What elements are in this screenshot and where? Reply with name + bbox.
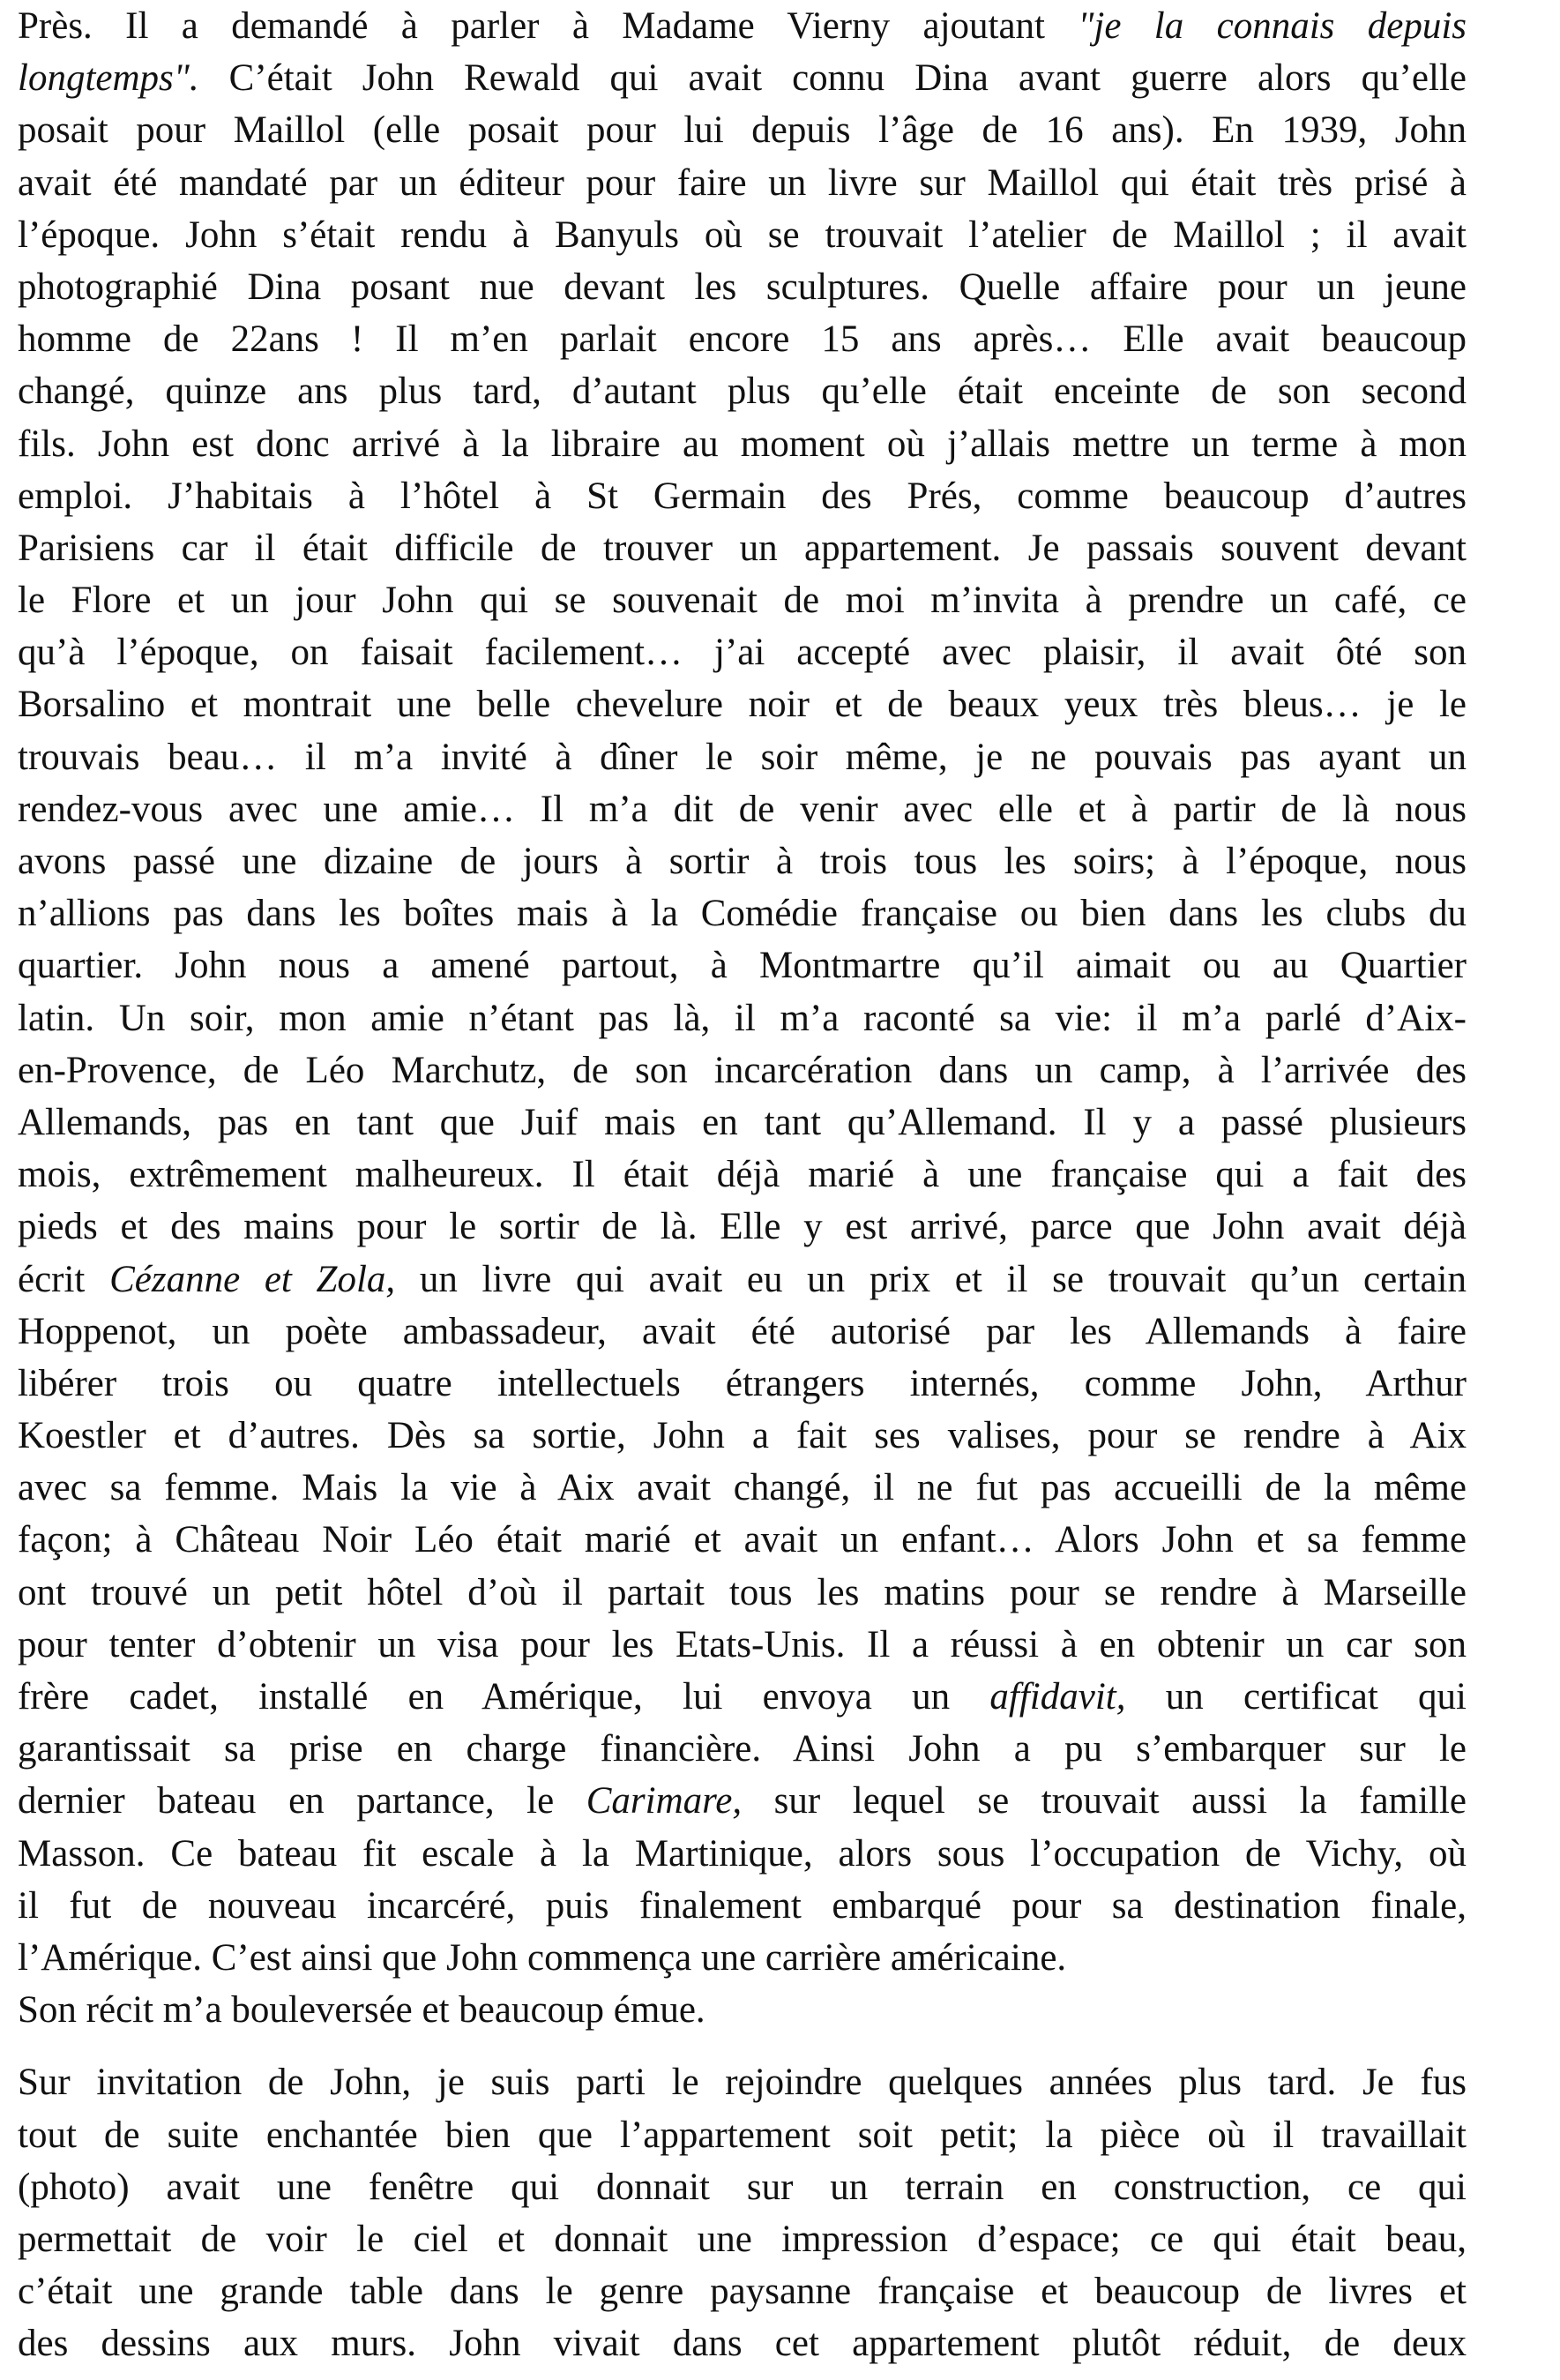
text-segment: fils. John est donc arrivé à la libraire au moment où j’allais mettre un terme à mon — [18, 423, 1467, 465]
text-line — [18, 365, 1467, 417]
document-page — [18, 0, 1467, 2369]
text-line — [18, 1254, 1467, 1306]
text-segment: un certificat qui — [1125, 1676, 1467, 1718]
text-segment: n’allions pas dans les boîtes mais à la Comédie française ou bien dans les clubs du — [18, 893, 1467, 935]
text-segment: tout de suite enchantée bien que l’appartement soit petit; la pièce où il travaillait — [18, 2114, 1467, 2156]
text-line — [18, 835, 1467, 887]
text-segment: rendez-vous avec une amie… Il m’a dit de venir avec elle et à partir de là nous — [18, 788, 1467, 830]
text-segment: qu’à l’époque, on faisait facilement… j’ai accepté avec plaisir, il avait ôté son — [18, 632, 1467, 674]
text-line — [18, 2161, 1467, 2213]
text-segment: l’époque. John s’était rendu à Banyuls où se trouvait l’atelier de Maillol ; il avait — [18, 213, 1467, 256]
text-line — [18, 209, 1467, 261]
paragraph-gap — [18, 2036, 1467, 2056]
text-segment: Parisiens car il était difficile de trouver un appartement. Je passais souvent devant — [18, 527, 1467, 569]
text-line — [18, 626, 1467, 678]
text-segment: changé, quinze ans plus tard, d’autant plus qu’elle était enceinte de son second — [18, 370, 1467, 413]
text-line — [18, 1671, 1467, 1723]
italic-text: affidavit, — [989, 1676, 1126, 1718]
text-segment: ont trouvé un petit hôtel d’où il partait tous les matins pour se rendre à Marseille — [18, 1571, 1467, 1613]
text-line — [18, 783, 1467, 835]
text-line — [18, 1410, 1467, 1462]
text-line — [18, 1149, 1467, 1201]
text-line — [18, 2317, 1467, 2369]
text-line — [18, 939, 1467, 992]
text-segment: Allemands, pas en tant que Juif mais en tant qu’Allemand. Il y a passé plusieurs — [18, 1101, 1467, 1143]
text-line — [18, 1306, 1467, 1358]
text-segment: en-Provence, de Léo Marchutz, de son incarcération dans un camp, à l’arrivée des — [18, 1049, 1467, 1091]
text-line — [18, 313, 1467, 365]
text-line — [18, 157, 1467, 209]
text-line — [18, 2265, 1467, 2317]
text-line — [18, 1723, 1467, 1775]
text-segment: emploi. J’habitais à l’hôtel à St Germain des Prés, comme beaucoup d’autres — [18, 475, 1467, 517]
text-segment: écrit — [18, 1258, 110, 1300]
text-segment: Masson. Ce bateau fit escale à la Martinique, alors sous l’occupation de Vichy, où — [18, 1832, 1467, 1875]
text-segment: avec sa femme. Mais la vie à Aix avait changé, il ne fut pas accueilli de la même — [18, 1467, 1467, 1509]
text-segment: Sur invitation de John, je suis parti le rejoindre quelques années plus tard. Je fus — [18, 2062, 1467, 2104]
text-line — [18, 2213, 1467, 2265]
text-line — [18, 1358, 1467, 1410]
text-segment: libérer trois ou quatre intellectuels étrangers internés, comme John, Arthur — [18, 1362, 1467, 1404]
text-line — [18, 2056, 1467, 2108]
text-segment: avait été mandaté par un éditeur pour faire un livre sur Maillol qui était très prisé à — [18, 161, 1467, 204]
text-segment: quartier. John nous a amené partout, à Montmartre qu’il aimait ou au Quartier — [18, 945, 1467, 987]
text-line — [18, 1514, 1467, 1566]
text-segment: pieds et des mains pour le sortir de là. Elle y est arrivé, parce que John avait déjà — [18, 1206, 1467, 1248]
italic-text: longtemps". — [18, 57, 199, 100]
text-segment: le Flore et un jour John qui se souvenait de moi m’invita à prendre un café, ce — [18, 580, 1467, 622]
text-line — [18, 1932, 1467, 1984]
text-line — [18, 261, 1467, 313]
text-line — [18, 0, 1467, 52]
text-segment: C’était John Rewald qui avait connu Dina avant guerre alors qu’elle — [198, 57, 1467, 100]
text-segment: l’Amérique. C’est ainsi que John commença une carrière américaine. — [18, 1936, 1067, 1979]
text-line — [18, 1828, 1467, 1880]
text-segment: Hoppenot, un poète ambassadeur, avait été autorisé par les Allemands à faire — [18, 1310, 1467, 1352]
italic-text: "je la connais depuis — [1078, 5, 1467, 47]
text-line — [18, 678, 1467, 730]
text-segment: posait pour Maillol (elle posait pour lui depuis l’âge de 16 ans). En 1939, John — [18, 109, 1467, 152]
text-segment: photographié Dina posant nue devant les sculptures. Quelle affaire pour un jeune — [18, 266, 1467, 308]
paragraph — [18, 2056, 1467, 2369]
text-segment: sur lequel se trouvait aussi la famille — [742, 1780, 1467, 1822]
text-line — [18, 1201, 1467, 1253]
text-segment: (photo) avait une fenêtre qui donnait sur un terrain en construction, ce qui — [18, 2166, 1467, 2208]
text-line — [18, 418, 1467, 470]
italic-text: Carimare, — [586, 1780, 743, 1822]
text-segment: trouvais beau… il m’a invité à dîner le soir même, je ne pouvais pas ayant un — [18, 736, 1467, 778]
text-segment: Koestler et d’autres. Dès sa sortie, John a fait ses valises, pour se rendre à Aix — [18, 1415, 1467, 1457]
text-line — [18, 574, 1467, 626]
text-line — [18, 52, 1467, 104]
text-segment: latin. Un soir, mon amie n’étant pas là, il m’a raconté sa vie: il m’a parlé d’Aix- — [18, 997, 1467, 1039]
text-segment: façon; à Château Noir Léo était marié et avait un enfant… Alors John et sa femme — [18, 1519, 1467, 1561]
text-segment: Près. Il a demandé à parler à Madame Vierny ajoutant — [18, 5, 1079, 47]
text-line — [18, 1096, 1467, 1149]
text-line — [18, 887, 1467, 939]
text-segment: un livre qui avait eu un prix et il se trouvait qu’un certain — [395, 1258, 1467, 1300]
text-segment: homme de 22ans ! Il m’en parlait encore 15 ans après… Elle avait beaucoup — [18, 318, 1467, 361]
text-segment: permettait de voir le ciel et donnait une impression d’espace; ce qui était beau, — [18, 2218, 1467, 2260]
text-segment: Son récit m’a bouleversée et beaucoup émue. — [18, 1989, 705, 2032]
italic-text: Cézanne et Zola, — [109, 1258, 396, 1300]
text-line — [18, 1775, 1467, 1827]
text-line — [18, 1044, 1467, 1096]
text-segment: des dessins aux murs. John vivait dans cet appartement plutôt réduit, de deux — [18, 2323, 1467, 2365]
text-segment: Borsalino et montrait une belle chevelure noir et de beaux yeux très bleus… je le — [18, 684, 1467, 726]
text-line — [18, 104, 1467, 156]
text-line — [18, 470, 1467, 522]
paragraph — [18, 0, 1467, 2036]
text-line — [18, 522, 1467, 574]
text-segment: pour tenter d’obtenir un visa pour les Etats-Unis. Il a réussi à en obtenir un car son — [18, 1623, 1467, 1665]
text-line — [18, 1984, 1467, 2036]
text-line — [18, 992, 1467, 1044]
text-segment: garantissait sa prise en charge financière. Ainsi John a pu s’embarquer sur le — [18, 1728, 1467, 1770]
text-segment: il fut de nouveau incarcéré, puis finalement embarqué pour sa destination finale, — [18, 1884, 1467, 1927]
text-line — [18, 1619, 1467, 1671]
text-segment: dernier bateau en partance, le — [18, 1780, 586, 1822]
text-segment: avons passé une dizaine de jours à sortir à trois tous les soirs; à l’époque, nous — [18, 841, 1467, 882]
text-segment: frère cadet, installé en Amérique, lui envoya un — [18, 1676, 990, 1718]
text-line — [18, 1462, 1467, 1514]
text-line — [18, 731, 1467, 783]
text-segment: mois, extrêmement malheureux. Il était déjà marié à une française qui a fait des — [18, 1154, 1467, 1196]
text-line — [18, 1567, 1467, 1619]
text-line — [18, 2109, 1467, 2161]
text-segment: c’était une grande table dans le genre paysanne française et beaucoup de livres et — [18, 2271, 1467, 2313]
text-line — [18, 1880, 1467, 1932]
